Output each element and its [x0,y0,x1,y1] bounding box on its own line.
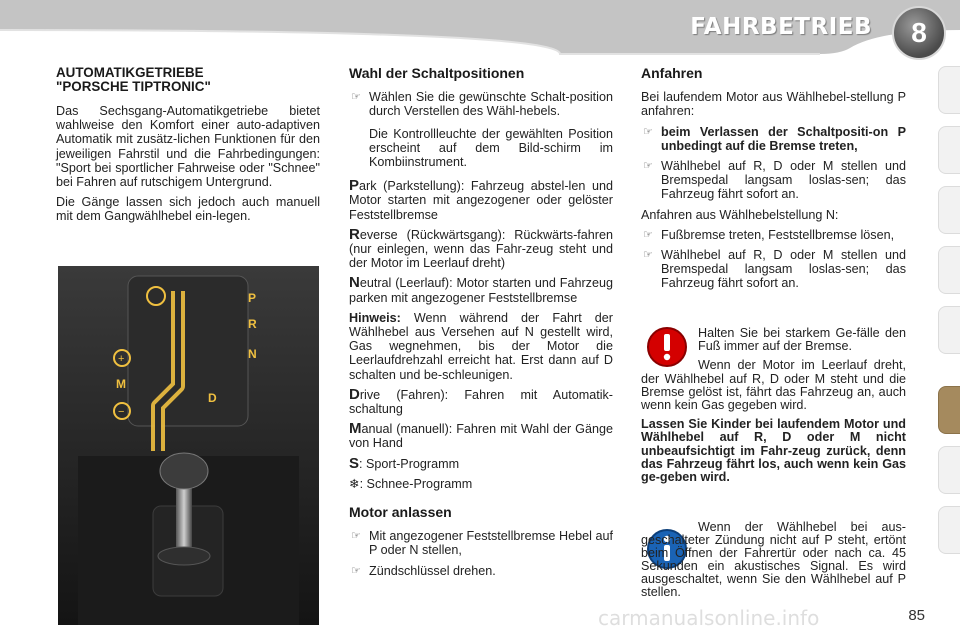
info-text: Wenn der Wählhebel bei aus-geschalteter Zündung nicht auf P steht, ertönt beim Öffnen der Fahrertür oder nach ca. 45 Sekunden ein akustisches Signal. Es wird ausgeschaltet, wenn Sie den Wählhebel auf P stellen. [641,520,906,599]
position-drive [349,385,613,417]
section-heading: Anfahren [641,65,703,81]
pointing-hand-icon: ☞ [643,228,653,241]
section-heading: Motor anlassen [349,504,452,521]
bullet-text: beim Verlassen der Schaltpositi-on P unbedingt auf die Bremse treten, [661,124,906,153]
bullet-text: Mit angezogener Feststellbremse Hebel auf P oder N stellen, [369,529,613,558]
column-starting-off [641,66,906,297]
pointing-hand-icon: ☞ [643,125,653,138]
hint-text: Wenn während der Fahrt der Wählhebel aus Versehen auf N gestellt wird, Gas wegnehmen, bis der Motor die Leerlaufdrehzahl erreicht hat. Erst dann auf D schalten und be-schleunigen. [349,310,614,382]
pointing-hand-icon: ☞ [643,160,653,173]
chapter-tab[interactable] [938,506,960,554]
bullet-text: Wählhebel auf R, D oder M stellen und Bremspedal langsam loslas-sen; das Fahrzeug fährt sofort an. [661,248,906,291]
chapter-tab[interactable] [938,66,960,114]
program-snow [349,477,613,491]
info-box [641,521,906,605]
watermark: carmanualsonline.info [598,606,820,630]
page-number: 85 [908,607,925,624]
gear-selector-photo [58,266,319,625]
hint-paragraph [349,311,613,382]
chapter-tabs [938,66,960,596]
warning-bold-text: Lassen Sie Kinder bei laufendem Motor und Wählhebel auf R, D oder M nicht unbeaufsichtigt im Fahr-zeug zurück, denn das Fahrzeug fährt los, auch wenn kein Gas ge-geben wird. [641,417,906,485]
chapter-tab[interactable] [938,246,960,294]
gear-label-d: D [208,391,217,405]
gear-selector-illustration [58,266,319,625]
gear-label-p: P [248,291,257,305]
warning-box [641,327,906,490]
bullet-text: Die Kontrollleuchte der gewählten Position erscheint auf dem Bild-schirm im Kombiinstrument. [369,126,613,170]
position-letter: S [349,454,360,472]
gear-label-r: R [248,317,257,331]
position-text: rive (Fahren): Fahren mit Automatik-schaltung [349,387,613,417]
instruction-bullet [641,125,906,153]
position-reverse [349,225,613,271]
position-letter: M [349,420,362,438]
pointing-hand-icon: ☞ [351,91,361,104]
intro-paragraph: Die Gänge lassen sich jedoch auch manuell mit dem Gangwählhebel ein-legen. [56,195,320,224]
warning-text: Halten Sie bei starkem Ge-fälle den Fuß immer auf der Bremse. [698,326,906,354]
snowflake-icon: ❄ [349,476,360,491]
column-intro [56,66,320,230]
pointing-hand-icon: ☞ [351,530,361,543]
warning-text: Wenn der Motor im Leerlauf dreht, der Wählhebel auf R, D oder M steht und die Bremse gelöst ist, fährt das Fahrzeug an, auch wenn kein Gas gegeben wird. [641,358,906,413]
position-letter: N [349,274,360,292]
instruction-bullet [349,564,613,578]
position-neutral [349,276,613,304]
position-letter: D [349,385,360,403]
chapter-tab[interactable] [938,126,960,174]
position-text: eutral (Leerlauf): Motor starten und Fahrzeug parken mit angezogener Feststellbremse [349,276,613,305]
bullet-text: Wählhebel auf R, D oder M stellen und Bremspedal langsam loslas-sen; das Fahrzeug fährt sofort an. [661,159,906,202]
paragraph: Bei laufendem Motor aus Wählhebel-stellung P anfahren: [641,90,906,119]
position-park [349,179,613,222]
position-manual [349,422,613,450]
gear-label-m: M [116,377,126,391]
bullet-text: Zündschlüssel drehen. [369,563,496,578]
position-text: everse (Rückwärtsgang): Rückwärts-fahren (nur einlegen, wenn das Fahr-zeug steht und der Motor im Leerlauf dreht) [349,227,613,271]
gear-label-plus: + [118,353,125,365]
section-title [56,66,320,94]
pointing-hand-icon: ☞ [643,249,653,262]
chapter-tab[interactable] [938,306,960,354]
bullet-text: Wählen Sie die gewünschte Schalt-position durch Verstellen des Wähl-hebels. [369,90,613,119]
gear-label-n: N [248,347,257,361]
warning-text-bold [641,418,906,484]
instruction-bullet [349,529,613,557]
chapter-tab[interactable] [938,446,960,494]
program-sport [349,454,613,472]
instruction-bullet [641,228,906,242]
position-text: ark (Parkstellung): Fahrzeug abstel-len und Motor starten mit angezogener oder gelöster Feststellbremse [349,179,613,222]
position-text: anual (manuell): Fahren mit Wahl der Gänge von Hand [349,422,613,451]
column-shift-positions [349,66,613,584]
instruction-bullet [641,248,906,291]
instruction-bullet [349,90,613,169]
bullet-text: Fußbremse treten, Feststellbremse lösen, [661,227,895,242]
title-line: AUTOMATIKGETRIEBE [56,65,204,80]
hint-label: Hinweis: [349,310,401,325]
section-heading: Wahl der Schaltpositionen [349,65,525,81]
chapter-tab-active[interactable] [938,386,960,434]
chapter-tab[interactable] [938,186,960,234]
pointing-hand-icon: ☞ [351,564,361,577]
intro-paragraph: Das Sechsgang-Automatikgetriebe bietet wahlweise den Komfort einer auto-adaptiven Automatik mit zusätz-lichen Funktionen für den jeweiligen Fahrstil und die Fahrbedingungen: "Sport bei sportlicher Fahrweise oder "Schnee" bei Fahren auf rutschigem Untergrund. [56,104,320,190]
position-text: : Sport-Programm [359,456,460,471]
gear-label-minus: − [118,406,125,418]
chapter-title: FAHRBETRIEB [690,14,872,40]
paragraph: Anfahren aus Wählhebelstellung N: [641,207,839,222]
position-text: : Schnee-Programm [359,476,473,491]
position-letter: P [349,177,360,195]
position-letter: R [349,225,360,243]
title-line: "PORSCHE TIPTRONIC" [56,79,211,94]
chapter-number-badge: 8 [892,6,946,60]
instruction-bullet [641,159,906,202]
